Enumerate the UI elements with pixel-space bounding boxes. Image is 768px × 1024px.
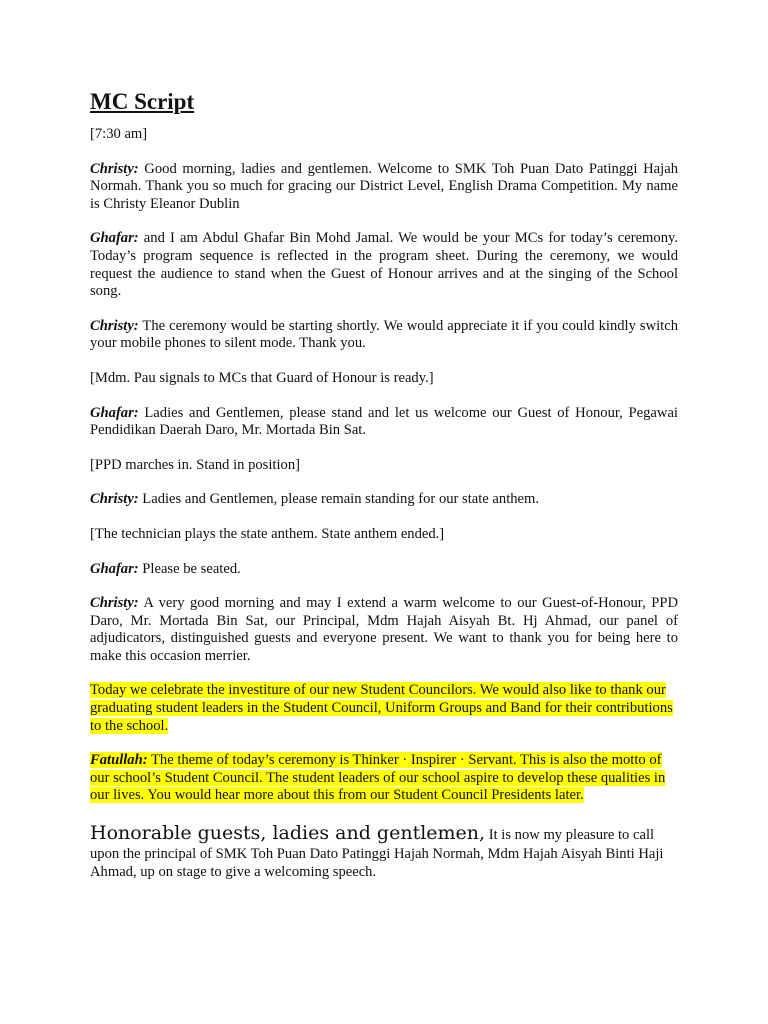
stage-direction [90,370,678,388]
highlighted-text: The theme of today’s ceremony is Thinker · Inspirer · Servant. This is also the motto of our school’s Student Council. The student leaders of our school aspire to develop these qualities in our lives. You would hear more about this from our Student Council Presidents later. [90,752,666,804]
paragraph-text: Please be seated. [138,560,241,577]
script-paragraph-christy-welcome [90,161,678,214]
script-paragraph-ghafar-guest [90,405,678,440]
paragraph-text: and I am Abdul Ghafar Bin Mohd Jamal. We would be your MCs for today’s ceremony. Today’s program sequence is reflected in the program sheet. During the ceremony, we would request the audience to stand when the Guest of Honour arrives and at the singing of the School song. [90,230,678,300]
paragraph-text: [PPD marches in. Stand in position] [90,456,300,473]
paragraph-lead: Honorable guests, ladies and gentlemen, [90,822,486,845]
script-paragraph-ghafar-seated [90,561,678,579]
speaker-label: Christy: [90,491,139,508]
script-paragraph-ghafar-intro [90,230,678,300]
paragraph-text: [7:30 am] [90,126,148,142]
time-note [90,126,678,144]
speaker-label: Christy: [90,317,139,334]
highlighted-paragraph [90,682,678,735]
document-title: MC Script [90,89,195,114]
speaker-label: Christy: [90,595,139,612]
document-body [90,88,678,899]
closing-paragraph [90,822,678,882]
paragraph-text: A very good morning and may I extend a warm welcome to our Guest-of-Honour, PPD Daro, Mr. Mortada Bin Sat, our Principal, Mdm Hajah Aisyah Bt. Hj Ahmad, our panel of adjudicators, distinguished guests and everyone present. We want to thank you for being here to make this occasion merrier. [90,595,678,664]
paragraph-text: The ceremony would be starting shortly. We would appreciate it if you could kindly switch your mobile phones to silent mode. Thank you. [90,317,678,352]
speaker-label: Christy: [90,160,139,177]
stage-direction [90,457,678,475]
speaker-label: Ghafar: [90,230,139,247]
speaker-label: Ghafar: [90,560,139,577]
paragraph-text: Good morning, ladies and gentlemen. Welcome to SMK Toh Puan Dato Patinggi Hajah Normah. Thank you so much for gracing our District Level, English Drama Competition. My name is Christy Eleanor Dublin [90,160,678,212]
script-paragraph-christy-greeting [90,595,678,665]
paragraph-text: [The technician plays the state anthem. State anthem ended.] [90,525,445,542]
script-paragraph-christy-phones [90,318,678,353]
script-paragraph-christy-anthem [90,491,678,509]
speaker-label: Fatullah: [90,752,148,769]
highlighted-text: Today we celebrate the investiture of our new Student Councilors. We would also like to thank our graduating student leaders in the Student Council, Uniform Groups and Band for their contributions to the school. [90,682,673,734]
highlighted-paragraph-fatullah [90,752,678,805]
paragraph-text: [Mdm. Pau signals to MCs that Guard of Honour is ready.] [90,369,434,386]
stage-direction [90,526,678,544]
paragraph-text: It is now my pleasure to call upon the principal of SMK Toh Puan Dato Patinggi Hajah Normah, Mdm Hajah Aisyah Binti Haji Ahmad, up on stage to give a welcoming speech. [90,827,664,881]
speaker-label: Ghafar: [90,404,139,421]
paragraph-text: Ladies and Gentlemen, please remain standing for our state anthem. [138,491,540,508]
paragraph-text: Ladies and Gentlemen, please stand and let us welcome our Guest of Honour, Pegawai Pendidikan Daerah Daro, Mr. Mortada Bin Sat. [90,404,678,439]
